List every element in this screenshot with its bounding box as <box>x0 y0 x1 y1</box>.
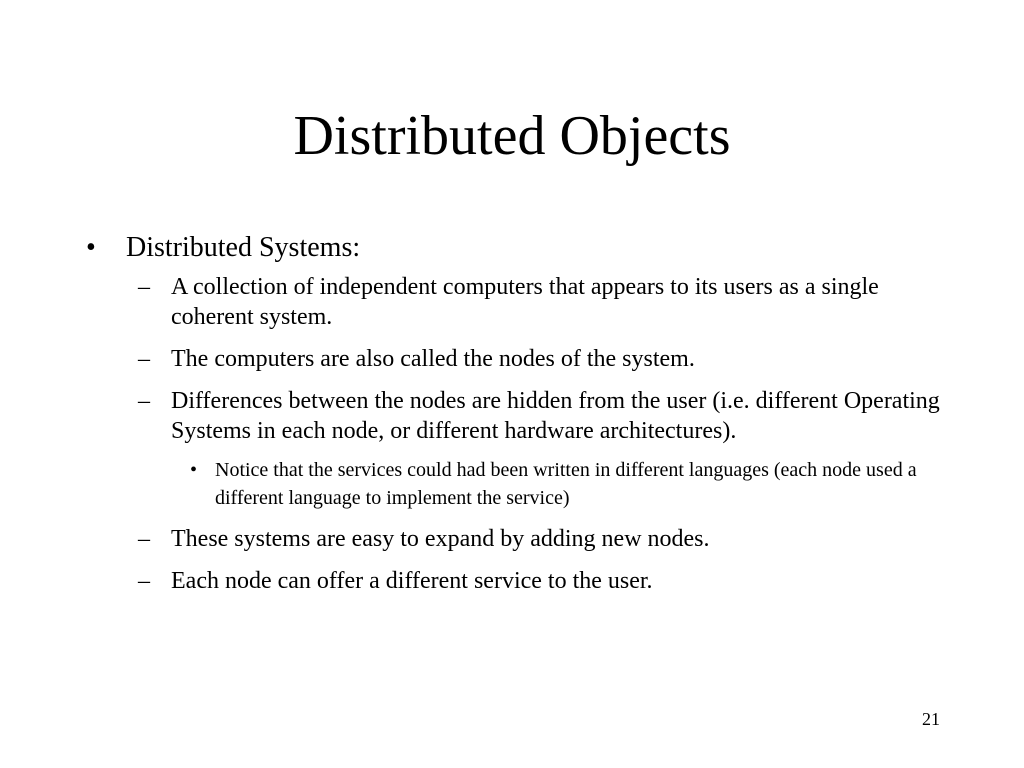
dash-marker: – <box>138 568 150 594</box>
dash-marker: – <box>138 526 150 552</box>
sub-bullet-text: The computers are also called the nodes of the system. <box>171 346 695 372</box>
sub-bullet-expand <box>129 524 956 554</box>
page-number: 21 <box>922 709 940 729</box>
sub-bullet-text: A collection of independent computers that appears to its users as a single coherent system. <box>171 274 879 330</box>
sub-bullet-differences <box>129 386 956 446</box>
sub-bullet-definition <box>129 272 956 332</box>
bullet-marker: • <box>190 459 198 481</box>
sub-bullet-service <box>129 566 956 596</box>
bullet-text: Distributed Systems: <box>126 232 361 263</box>
dash-marker: – <box>138 346 150 372</box>
slide-body <box>86 230 956 608</box>
dash-marker: – <box>138 274 150 300</box>
dash-marker: – <box>138 388 150 414</box>
nested-bullet-languages <box>183 456 935 512</box>
sub-bullet-text: These systems are easy to expand by adding new nodes. <box>171 526 710 552</box>
sub-bullet-nodes <box>129 344 956 374</box>
sub-bullet-text: Differences between the nodes are hidden from the user (i.e. different Operating Systems in each node, or different hardware architectures). <box>171 388 940 444</box>
sub-bullet-text: Each node can offer a different service to the user. <box>171 568 653 594</box>
slide-title: Distributed Objects <box>293 105 731 167</box>
bullet-marker: • <box>86 232 96 263</box>
nested-bullet-text: Notice that the services could had been written in different languages (each node used a different language to implement the service) <box>215 459 917 509</box>
bullet-distributed-systems <box>86 230 956 266</box>
